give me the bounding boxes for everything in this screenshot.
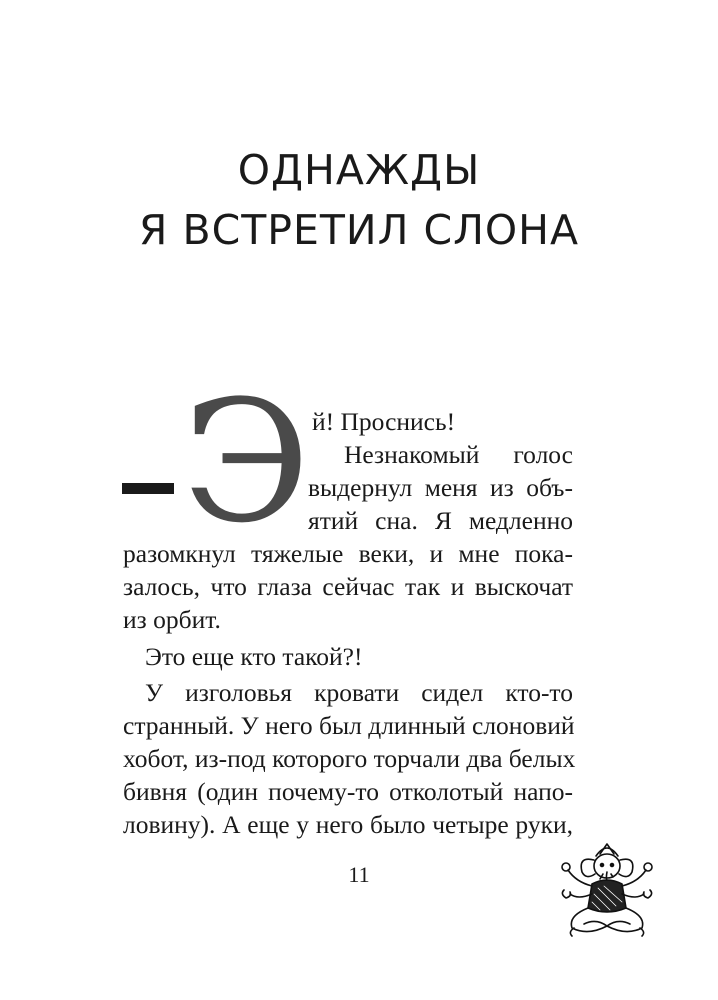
text-line: странный. У него был длинный слоновий: [123, 711, 575, 740]
text-line: залось, что глаза сейчас так и выскочат: [123, 572, 573, 601]
text-line: ловину). А еще у него было четыре руки,: [123, 810, 573, 839]
text-line: У изголовья кровати сидел кто-то: [145, 678, 573, 707]
text-line: Незнакомый голос: [344, 440, 573, 469]
text-line: ятий сна. Я медленно: [308, 506, 573, 535]
text-line: Это еще кто такой?!: [145, 642, 363, 671]
dialogue-dash: [122, 483, 174, 494]
text-line: выдернул меня из объ-: [308, 473, 573, 502]
text-line: й! Проснись!: [312, 407, 456, 436]
chapter-title: [0, 140, 718, 260]
chapter-title-line-2: Я ВСТРЕТИЛ СЛОНА: [138, 206, 580, 254]
chapter-title-line-1: ОДНАЖДЫ: [237, 146, 481, 194]
drop-cap-letter: Э: [182, 364, 311, 560]
ganesha-doodle-icon: [548, 836, 666, 954]
text-line: разомкнул тяжелые веки, и мне пока-: [123, 539, 573, 568]
text-line: хобот, из-под которого торчали два белых: [123, 744, 576, 773]
text-line: бивня (один почему-то отколотый напо-: [123, 777, 573, 806]
text-line: из орбит.: [123, 605, 221, 634]
page-number: 11: [348, 862, 370, 887]
